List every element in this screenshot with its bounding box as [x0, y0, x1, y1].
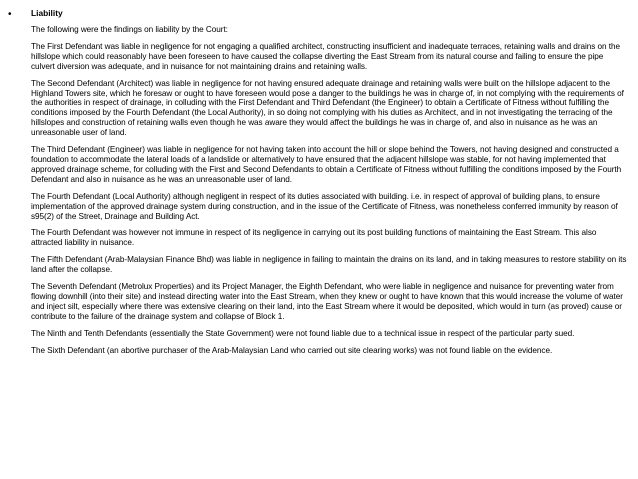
fourth-defendant-paragraph: The Fourth Defendant (Local Authority) although negligent in respect of its duties associated with building. i.e. in respect of approval of building plans, to ensure implementation of the approved drainage system during construction, and in the issue of the Certificate of Fitness, was nonetheless conferred immunity by reason of s95(2) of the Street, Drainage and Building Act. [31, 191, 618, 221]
section-heading: Liability [31, 8, 63, 18]
seventh-eighth-defendant-paragraph: The Seventh Defendant (Metrolux Properties) and its Project Manager, the Eighth Defendant, who were liable in negligence and nuisance for preventing water from flowing downhill (into their site) and instead directing water into the East Stream, when they knew or ought to have known that this would increase the volume of water and inject silt, especially where there was extensive clearing on their land, into the East Stream where it would be deposited, which would in turn (as proved) cause or contribute to the failure of the drainage system and collapse of Block 1. [31, 282, 623, 321]
fifth-defendant-paragraph: The Fifth Defendant (Arab-Malaysian Finance Bhd) was liable in negligence in failing to maintain the drains on its land, and in taking measures to restore stability on its land after the collapse. [31, 255, 627, 275]
sixth-defendant-paragraph: The Sixth Defendant (an abortive purchaser of the Arab-Malaysian Land who carried out site clearing works) was not found liable on the evidence. [31, 345, 553, 355]
ninth-tenth-defendant-paragraph: The Ninth and Tenth Defendants (essentially the State Government) were not found liable due to a technical issue in respect of the particular party sued. [31, 328, 575, 338]
bullet-marker: • [8, 9, 12, 20]
liability-section [31, 8, 629, 362]
first-defendant-paragraph: The First Defendant was liable in negligence for not engaging a qualified architect, constructing insufficient and inadequate terraces, retaining walls and drains on the hillslope which could reasonably have been foreseen to have caused the collapse diverting the East Stream from its natural course and failing to ensure the pipe culvert diversion was adequate, and in nuisance for not maintaining drains and retaining walls. [31, 41, 620, 71]
third-defendant-paragraph: The Third Defendant (Engineer) was liable in negligence for not having taken into account the hill or slope behind the Towers, not having designed and constructed a foundation to accommodate the lateral loads of a landslide or alternatively to have ensured that the adjacent hillslope was stable, for not having implemented that approved drainage scheme, for colluding with the First and Second Defendants to obtain a Certificate of Fitness without fulfilling the conditions imposed by the Fourth Defendant and also in nuisance as he was an unreasonable user of land. [31, 145, 622, 184]
second-defendant-paragraph: The Second Defendant (Architect) was liable in negligence for not having ensured adequate drainage and retaining walls were built on the hillslope adjacent to the Highland Towers site, which he foresaw or ought to have foreseen would pose a danger to the buildings he was in charge of, in not complying with the requirements of the authorities in respect of drainage, in colluding with the First Defendant and Third Defendant (the Engineer) to obtain a Certificate of Fitness without fulfilling the conditions imposed by the Fourth Defendant (the Local Authority), in so doing not complying with his duties as Architect, and in not investigating the terracing of the hillslopes and construction of retaining walls even though he was aware they would affect the buildings he was in charge of, and also in nuisance as he was an unreasonable user of land. [31, 78, 624, 138]
intro-paragraph: The following were the findings on liability by the Court: [31, 25, 228, 34]
fourth-defendant-nuisance-paragraph: The Fourth Defendant was however not immune in respect of its negligence in carrying out its post building functions of maintaining the East Stream. This also attracted liability in nuisance. [31, 228, 597, 248]
